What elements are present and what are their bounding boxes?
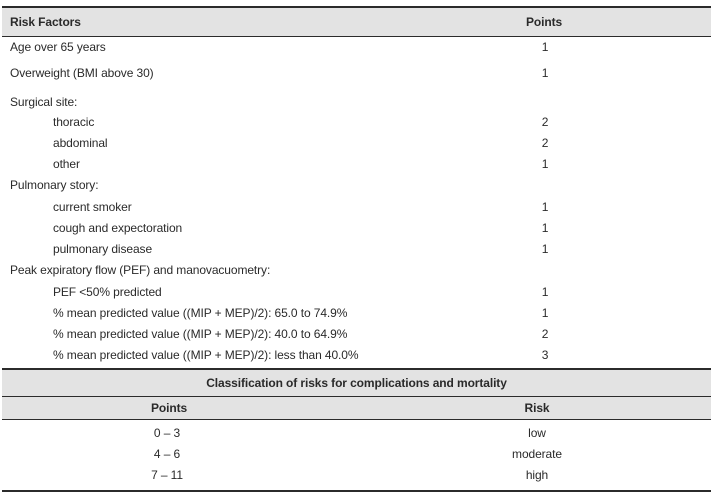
risk-factor-label: thoracic	[53, 115, 95, 129]
risk-category-label: Peak expiratory flow (PEF) and manovacuometry:	[10, 263, 271, 277]
risk-category-label: Surgical site:	[10, 95, 78, 109]
risk-factor-label: Age over 65 years	[10, 40, 106, 54]
classification-points-value: 7 – 11	[151, 468, 183, 482]
risk-factor-label: current smoker	[53, 200, 132, 214]
bottom-rule	[2, 490, 711, 492]
risk-factor-label: other	[53, 157, 80, 171]
points-header: Points	[526, 15, 563, 29]
risk-factor-label: % mean predicted value ((MIP + MEP)/2): less than 40.0%	[53, 348, 359, 362]
classification-header-rule	[2, 419, 711, 420]
risk-factors-header: Risk Factors	[10, 15, 81, 29]
risk-factor-label: pulmonary disease	[53, 242, 153, 256]
classification-points-value: 4 – 6	[153, 447, 181, 461]
classification-points-header: Points	[151, 401, 188, 415]
header-bottom-rule	[2, 36, 711, 37]
classification-title-rule	[2, 396, 711, 397]
classification-header-band	[2, 397, 711, 419]
classification-risk-value: moderate	[512, 447, 562, 461]
risk-factor-label: Overweight (BMI above 30)	[10, 66, 154, 80]
risk-factor-label: PEF <50% predicted	[53, 285, 162, 299]
risk-factor-label: % mean predicted value ((MIP + MEP)/2): 65.0 to 74.9%	[53, 306, 348, 320]
classification-title: Classification of risks for complications and mortality	[206, 376, 507, 390]
classification-risk-value: high	[525, 468, 549, 482]
top-rule	[2, 6, 711, 8]
risk-table-bottom-rule	[2, 368, 711, 370]
classification-risk-header: Risk	[524, 401, 550, 415]
classification-risk-value: low	[528, 426, 546, 440]
risk-factor-label: abdominal	[53, 136, 108, 150]
risk-category-label: Pulmonary story:	[10, 178, 99, 192]
risk-factor-label: % mean predicted value ((MIP + MEP)/2): 40.0 to 64.9%	[53, 327, 348, 341]
risk-factor-label: cough and expectoration	[53, 221, 183, 235]
risk-header-band	[2, 7, 711, 37]
classification-points-value: 0 – 3	[153, 426, 181, 440]
